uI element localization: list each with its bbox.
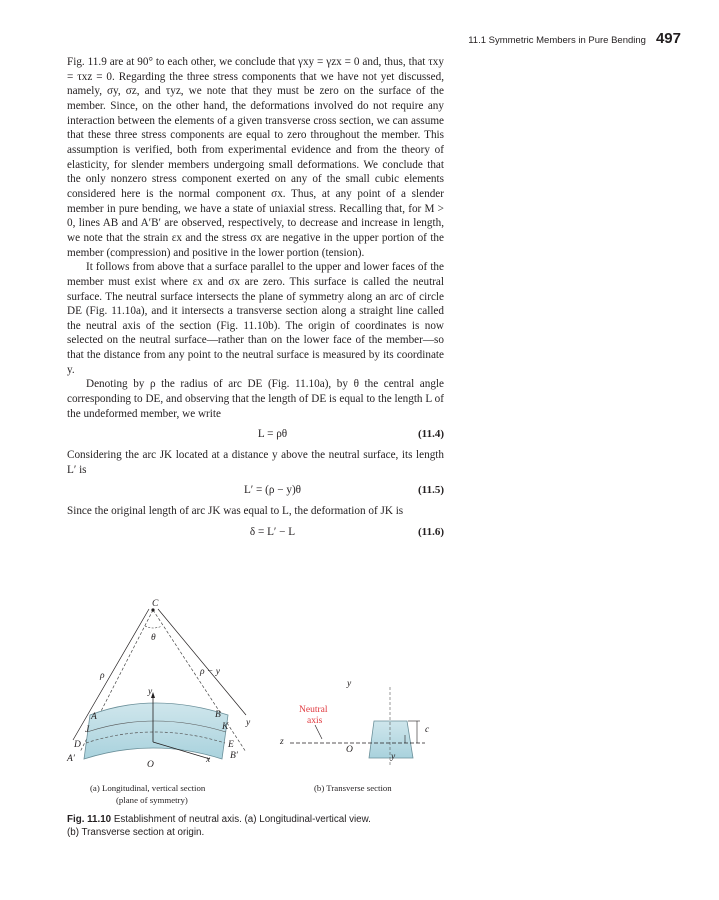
label-rho-minus-y: ρ − y (200, 667, 220, 677)
rho-dimension-right (158, 609, 246, 715)
caption-label: Fig. 11.10 (67, 814, 112, 825)
label-axis: axis (307, 716, 323, 726)
label-neutral: Neutral (299, 705, 328, 715)
equation-11-6 (67, 525, 444, 540)
label-z: z (280, 737, 284, 747)
equation-11-5 (67, 483, 444, 498)
equation-expression: L = ρθ (257, 428, 288, 441)
label-rho: ρ (100, 671, 105, 681)
paragraph-5: Since the original length of arc JK was equal to L, the deformation of JK is (67, 505, 404, 518)
theta-arc (145, 626, 162, 628)
equation-expression: L′ = (ρ − y)θ (243, 484, 302, 497)
label-y-side: y (246, 718, 251, 728)
label-y-dim: y (391, 752, 396, 762)
label-y-b: y (347, 679, 352, 689)
figure-11-10 (60, 597, 450, 812)
paragraph-2: It follows from above that a surface parallel to the upper and lower faces of the member must exist where εx and σx are zero. This surface is called the neutral surface. The neutral surface intersects the plane of symmetry along an arc of circle DE (Fig. 11.10a), and it intersects a transverse section along a straight line called the neutral axis of the section (Fig. 11.10b). The origin of coordinates is now selected on the neutral surface—rather than on the lower face of the member—so that the distance from any point to the neutral surface is measured by its coordinate y. (67, 261, 444, 376)
body-text (67, 55, 444, 545)
label-C: C (152, 599, 159, 609)
paragraph-4: Considering the arc JK located at a distance y above the neutral surface, its length L′ is (67, 449, 444, 476)
label-D: D (74, 740, 81, 750)
figure-drawing (60, 597, 450, 812)
running-title: 11.1 Symmetric Members in Pure Bending (468, 35, 646, 46)
label-J: J (85, 725, 90, 735)
label-A-prime: A′ (67, 754, 75, 764)
running-head (468, 30, 681, 47)
caption-text-1: Establishment of neutral axis. (a) Longitudinal-vertical view. (113, 814, 371, 825)
equation-11-4 (67, 427, 444, 442)
subcaption-a-line1: (a) Longitudinal, vertical section (90, 783, 206, 793)
equation-expression: δ = L′ − L (249, 525, 296, 538)
label-y-a: y (148, 687, 153, 697)
equation-number: (11.5) (418, 484, 444, 497)
label-E: E (228, 740, 234, 750)
label-B: B (215, 710, 221, 720)
subcaption-a-line2: (plane of symmetry) (116, 795, 188, 805)
subcaption-b: (b) Transverse section (314, 783, 392, 793)
label-theta: θ (151, 633, 156, 643)
label-O-b: O (346, 745, 353, 755)
equation-number: (11.6) (418, 525, 444, 538)
caption-text-2: (b) Transverse section at origin. (67, 827, 205, 838)
neutral-axis-leader (315, 725, 322, 739)
paragraph-1: Fig. 11.9 are at 90° to each other, we conclude that γxy = γzx = 0 and, thus, that τxy = τxz = 0. Regarding the three stress components that we have not yet discussed, namely, σy, σz, and τyz, we note that they must be zero on the surface of the member. Since, on the other hand, the deformations involved do not require any interaction between the elements of a given transverse cross section, we can assume that these three stress components are equal to zero throughout the member. This assumption is verified, both from experimental evidence and from the theory of elasticity, for slender members undergoing small deformations. We conclude that the only nonzero stress component exerted on any of the small cubic elements considered here is the normal component σx. Thus, at any point of a slender member in pure bending, we have a state of uniaxial stress. Recalling that, for M > 0, lines AB and A′B′ are observed, respectively, to decrease and increase in length, we note that the strain εx and the stress σx are negative in the upper portion of the member (compression) and positive in the lower portion (tension). (67, 56, 444, 259)
label-A: A (91, 712, 97, 722)
label-K: K (222, 722, 229, 732)
label-O-a: O (147, 760, 154, 770)
label-c: c (425, 725, 430, 735)
figure-caption (67, 813, 447, 839)
page-number: 497 (655, 30, 681, 47)
label-x: x (206, 755, 211, 765)
paragraph-3: Denoting by ρ the radius of arc DE (Fig. 11.10a), by θ the central angle corresponding to DE, and observing that the length of DE is equal to the length L of the undeformed member, we write (67, 378, 444, 420)
curved-beam (84, 703, 228, 759)
label-B-prime: B′ (230, 751, 238, 761)
equation-number: (11.4) (418, 428, 444, 441)
